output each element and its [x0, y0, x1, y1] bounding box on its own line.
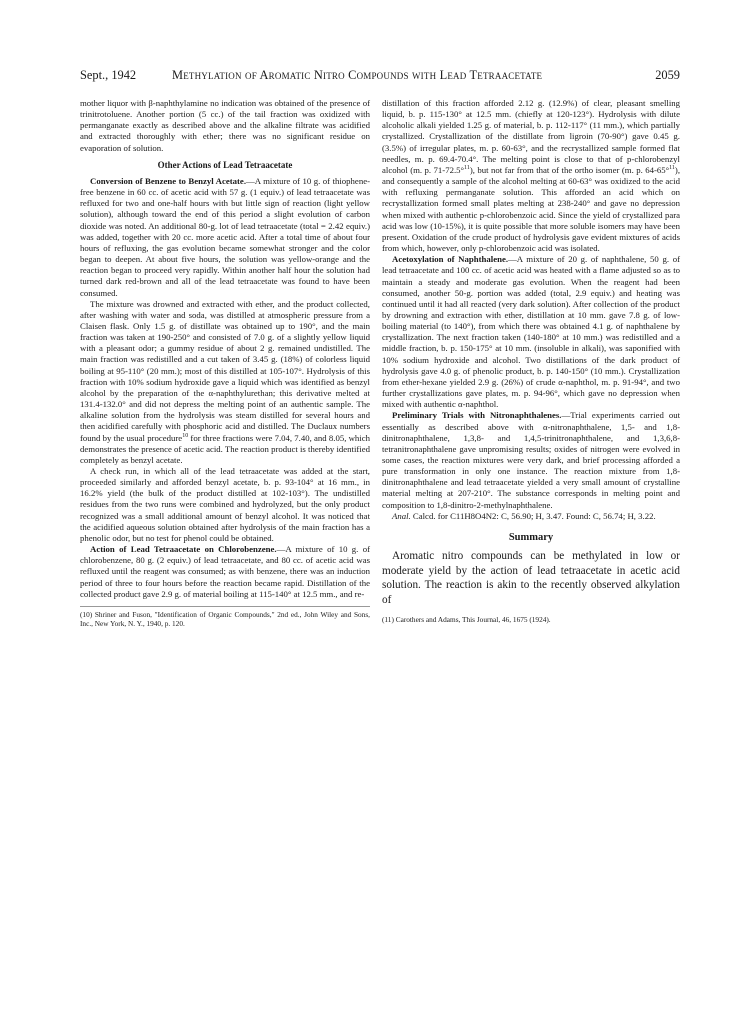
paragraph [80, 299, 370, 466]
analysis-label: Anal. [392, 510, 411, 521]
right-column [382, 98, 680, 625]
footnote-ref: 10 [182, 432, 189, 439]
paragraph [382, 410, 680, 510]
left-column [80, 98, 370, 628]
footnote-ref: 11 [669, 165, 675, 172]
paragraph: mother liquor with β-naphthylamine no indication was obtained of the presence of trinitrotoluene. Another portion (5 cc.) of the tail fraction was oxidized with permanganate exactly as described above and the alkaline filtrate was acidified and extracted thoroughly with ether; there was no significant residue on evaporation of solution. [80, 98, 370, 153]
paragraph-text: ), and consequently a sample of the alcohol melting at 60-63° was oxidized to the acid with refluxing permanganate solution. This afforded an acid which on recrystallization formed small plates melting at 238-240° and gave no depression when mixed with authentic p-chlorobenzoic acid. Since the yield of crystallized para acid was low (10-15%), it is quite possible that more soluble isomers may have been present. Oxidation of the crude product of hydrolysis gave evident mixtures of acids from which, however, only p-chlorobenzoic acid was isolated. [382, 164, 681, 254]
summary-text: Aromatic nitro compounds can be methylated in low or moderate yield by the action of lead tetraacetate in acetic acid solution. The reaction is akin to the recently observed alkylation of [382, 550, 680, 606]
paragraph-text: —A mixture of 10 g. of thiophene-free benzene in 60 cc. of acetic acid with 57 g. (1 equiv.) of lead tetraacetate was refluxed for two and one-half hours with but little sign of reaction (light yellow solution), although toward the end of this period a slight evolution of carbon dioxide was noted. An additional 80-g. lot of lead tetraacetate (total = 2.42 equiv.) was added, together with 20 cc. more acetic acid. After a total time of about four hours of refluxing, the gas evolution became somewhat stronger and the color began to deepen. At about five hours, the solution was yellow-orange and the reaction began to proceed very rapidly. Within another half hour the solution had turned dark red-brown and all of the lead tetraacetate was found to have been consumed. [80, 175, 370, 298]
paragraph-text: distillation of this fraction afforded 2.12 g. (12.9%) of clear, pleasant smelling liquid, b. p. 115-130° at 12.5 mm. (chiefly at 120-123°). Hydrolysis with dilute alcoholic alkali yielded 1.25 g. of material, b. p. 112-117° (11 mm.), which partially crystallized. Crystallization of the distillate from ligroin (70-90°) gave 0.45 g. (3.5%) of irregular plates, m. p. 60-63°, and the recrystallized sample formed flat needles, m. p. 69.4-70.4°. The melting point is close to that of p-chlorobenzyl alcohol (m. p. 71-72.5° [382, 98, 680, 175]
paragraph [382, 254, 680, 410]
summary-heading: Summary [508, 531, 554, 543]
paragraph [80, 176, 370, 299]
paragraph-text: ), but not far from that of the ortho isomer (m. p. 64-65° [469, 164, 670, 175]
paragraph-text: —A mixture of 20 g. of naphthalene, 50 g. of lead tetraacetate and 100 cc. of acetic acid was heated with a flame adjusted so as to maintain a steady and moderate gas evolution. When the reagent had been consumed, another 50-g. portion was added (total, 2.9 equiv.) and heating was continued until it had all reacted (very dark solution). After collection of the product by drowning and extraction with ether, distillation at 10 mm. gave 7.8 g. of low-boiling material (to 140°), from which there was obtained 4.1 g. of naphthalene by crystallization. The next fraction taken (140-180° at 10 mm.) was redistilled and a middle fraction, b. p. 150-175° at 10 mm. (insoluble in alkali), was saponified with 10% sodium hydroxide and alcohol. Two distillations of the dark product of hydrolysis gave 4.0 g. of phenolic product, b. p. 140-150° (10 mm.). Crystallization from ether-hexane yielded 2.9 g. (26%) of crude α-naphthol, m. p. 91-94°, and two further crystallizations gave plates, m. p. 94-96°, which gave no depression when mixed with authentic α-naphthol. [382, 254, 680, 410]
paragraph-text: —Trial experiments carried out essentially as described above with α-nitronaphthalene, 1,5- and 1,8-dinitronaphthalene, 1,3,8- and 1,4,5-trinitronaphthalene, and 1,3,6,8-tetranitronaphthalene gave unpromising results; oxides of nitrogen were evolved in some cases, the reaction mixtures were very dark, and brief processing afforded a pure transformation in only one instance. The reaction mixture from 1,8-dinitronaphthalene and lead tetraacetate yielded a very small amount of crystalline material melting at 207-210°. The substance corresponds in melting point and composition to 1,8-dinitro-2-methylnaphthalene. [382, 410, 680, 510]
page-number: 2059 [655, 68, 680, 82]
footnote: (11) Carothers and Adams, This Journal, 46, 1675 (1924). [382, 615, 551, 625]
run-in-heading: Preliminary Trials with Nitronaphthalenes. [392, 410, 562, 421]
running-header [80, 68, 680, 84]
run-in-heading: Conversion of Benzene to Benzyl Acetate. [90, 175, 247, 186]
run-in-heading: Acetoxylation of Naphthalene. [392, 254, 509, 265]
paragraph-text: —A mixture of 10 g. of chlorobenzene, 80 g. (2 equiv.) of lead tetraacetate, and 80 cc. of acetic acid was refluxed until the reagent was consumed; as with benzene, there was an induction period of three to four hours before the reaction became rapid. Distillation of the collected product gave 2.9 g. of material boiling at 115-140° at 12.5 mm., and re- [80, 544, 370, 599]
issue-date: Sept., 1942 [80, 68, 137, 82]
paragraph [382, 98, 680, 254]
analysis-line [382, 511, 680, 522]
paragraph-text: The mixture was drowned and extracted with ether, and the product collected, after washing with water and soda, was distilled at atmospheric pressure from a Claisen flask. Only 1.5 g. of distillate was obtained up to 190°, and the main fraction was taken at 190-250° and consisted of 7.0 g. of a slightly yellow liquid with a pleasant odor; a gummy residue of about 2 g. remained undistilled. The main fraction was redistilled and a cut taken of 3.45 g. (18%) of colorless liquid boiling at 95-110° (20 mm.); most of this distilled at 105-107°. Hydrolysis of this fraction with 10% sodium hydroxide gave a liquid which was identified as benzyl alcohol by the preparation of the α-naphthylurethan; this derivative melted at 131.4-132.0° and did not depress the melting point of an authentic sample. The alkaline solution from the hydrolysis was steam distilled for several hours and then acidified carefully with phosphoric acid and distilled. The Duclaux numbers found by the usual procedure [80, 298, 370, 443]
footnote: (10) Shriner and Fuson, "Identification of Organic Compounds," 2nd ed., John Wiley and Sons, Inc., New York, N. Y., 1940, p. 120. [80, 606, 370, 628]
paragraph-text: for three fractions were 7.04, 7.40, and 8.05, which demonstrates the presence of acetic acid. The reaction product is thereby identified completely as benzyl acetate. [80, 432, 370, 465]
run-in-heading: Action of Lead Tetraacetate on Chlorobenzene. [90, 544, 277, 555]
section-heading: Other Actions of Lead Tetraacetate [157, 159, 293, 170]
paragraph: A check run, in which all of the lead tetraacetate was added at the start, proceeded similarly and afforded benzyl acetate, b. p. 93-104° at 16 mm., in 16.2% yield (the bulk of the product distilled at 102-103°). The undistilled residues from the two runs were combined and hydrolyzed, but the only product recognized was a small additional amount of benzyl alcohol. It was noticed that the acidified aqueous solution obtained after hydrolysis of the main fraction has a phenolic odor, but no test for phenol could be obtained. [80, 466, 370, 543]
paragraph [80, 544, 370, 600]
footnote-ref: 11 [464, 165, 470, 172]
running-title: Methylation of Aromatic Nitro Compounds with Lead Tetraacetate [172, 68, 543, 82]
analysis-text: Calcd. for C11H8O4N2: C, 56.90; H, 3.47. Found: C, 56.74; H, 3.22. [410, 510, 656, 521]
